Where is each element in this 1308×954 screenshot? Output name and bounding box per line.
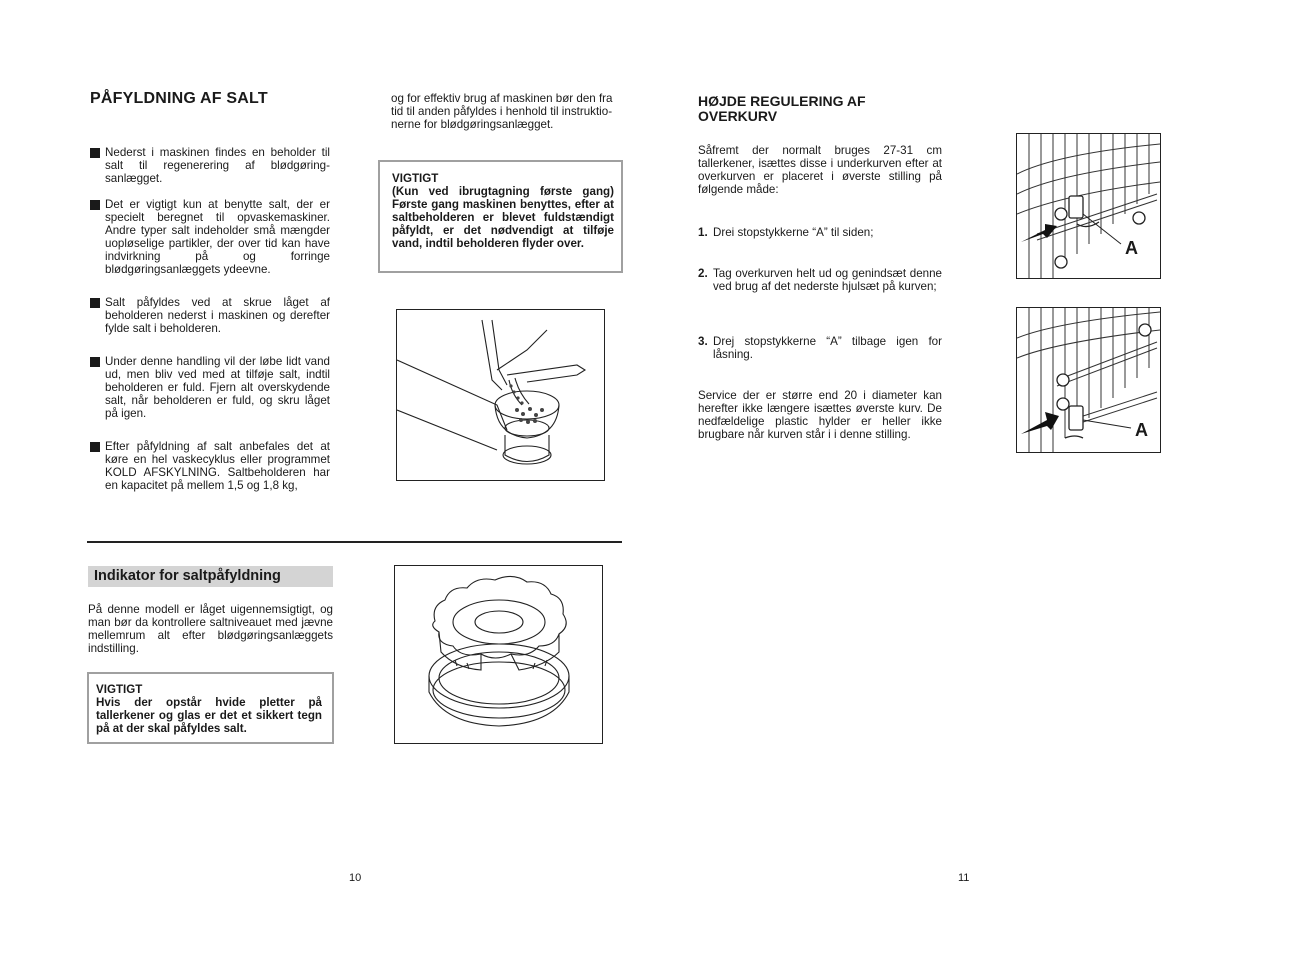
list-item: Det er vigtigt kun at benytte salt, der er specielt beregnet til opvaskemaskiner. Andre typer salt indeholder små mængder uopløselige partikler, der over tid kan have indvirkning på og forringe blødgøringsanlæggets ydeevne. (90, 198, 330, 276)
warning-box (378, 160, 623, 273)
page-title: PÅFYLDNING AF SALT (90, 90, 268, 107)
section-title: HØJDE REGULERING AF OVERKURV (698, 93, 866, 124)
page-number: 11 (958, 872, 970, 884)
warning-box (87, 672, 334, 744)
bullet-icon (90, 442, 100, 452)
salt-funnel-icon (397, 310, 604, 480)
intro-text: Såfremt der normalt bruges 27-31 cm tallerkener, isættes disse i underkurven efter at overkurven er placeret i øverste stilling på følgende måde: (698, 144, 942, 196)
bullet-icon (90, 298, 100, 308)
indicator-text: På denne modell er låget uigennemsigtigt, og man bør da kontrollere saltniveauet med jævne mellemrum alt efter blødgøringsanlæggets indstilling. (88, 603, 333, 655)
continuation-text: og for effektiv brug af maskinen bør den fra tid til anden påfyldes i henhold til instruktio-nerne for blødgøringsanlægget. (391, 92, 613, 131)
basket-rack-icon (1017, 134, 1160, 278)
figure-label: A (1135, 420, 1148, 440)
figure-label: A (1125, 238, 1138, 258)
basket-figure-top (1016, 133, 1161, 279)
step-item: 2. Tag overkurven helt ud og genindsæt denne ved brug af det nederste hjulsæt på kurven; (698, 267, 942, 293)
warning-body: Hvis der opstår hvide pletter på tallerkener og glas er det et sikkert tegn på at der skal påfyldes salt. (96, 696, 322, 735)
list-item: Salt påfyldes ved at skrue låget af beholderen nederst i maskinen og derefter fylde salt i beholderen. (90, 296, 330, 335)
list-item: Nederst i maskinen findes en beholder til salt til regenerering af blødgøring-sanlægget. (90, 146, 330, 185)
note-text: Service der er større end 20 i diameter kan herefter ikke længere isættes øverste kurv. De nedfældelige plastic hylder er heller ikke brugbare når kurven står i i denne stilling. (698, 389, 942, 441)
bullet-icon (90, 357, 100, 367)
bullet-list (90, 146, 330, 492)
step-item: 1. Drei stopstykkerne “A” til siden; (698, 226, 874, 239)
basket-figure-bottom (1016, 307, 1161, 453)
salt-filling-illustration (396, 309, 605, 481)
section-divider (87, 541, 622, 543)
list-item: Under denne handling vil der løbe lidt vand ud, men bliv ved med at tilføje salt, indtil beholderen er fuld. Fjern alt overskydende salt, når beholderen er fuld, og skru låget på igen. (90, 355, 330, 420)
page-number: 10 (349, 872, 362, 884)
salt-cap-illustration (394, 565, 603, 744)
step-item: 3. Drej stopstykkerne “A” tilbage igen for låsning. (698, 335, 942, 361)
bullet-icon (90, 148, 100, 158)
warning-title: VIGTIGT (392, 172, 439, 185)
warning-body: (Kun ved ibrugtagning første gang) Første gang maskinen benyttes, efter at saltbeholderen er blevet fuldstændigt påfyldt, er det nødvendigt at tilføje vand, indtil beholderen flyder over. (392, 185, 614, 250)
warning-title: VIGTIGT (96, 683, 143, 696)
list-item: Efter påfyldning af salt anbefales det at køre en hel vaskecyklus eller programmet KOLD AFSKYLNING. Saltbeholderen har en kapacitet på mellem 1,5 og 1,8 kg, (90, 440, 330, 492)
indicator-title: Indikator for saltpåfyldning (88, 566, 333, 587)
bullet-icon (90, 200, 100, 210)
salt-cap-icon (395, 566, 602, 743)
